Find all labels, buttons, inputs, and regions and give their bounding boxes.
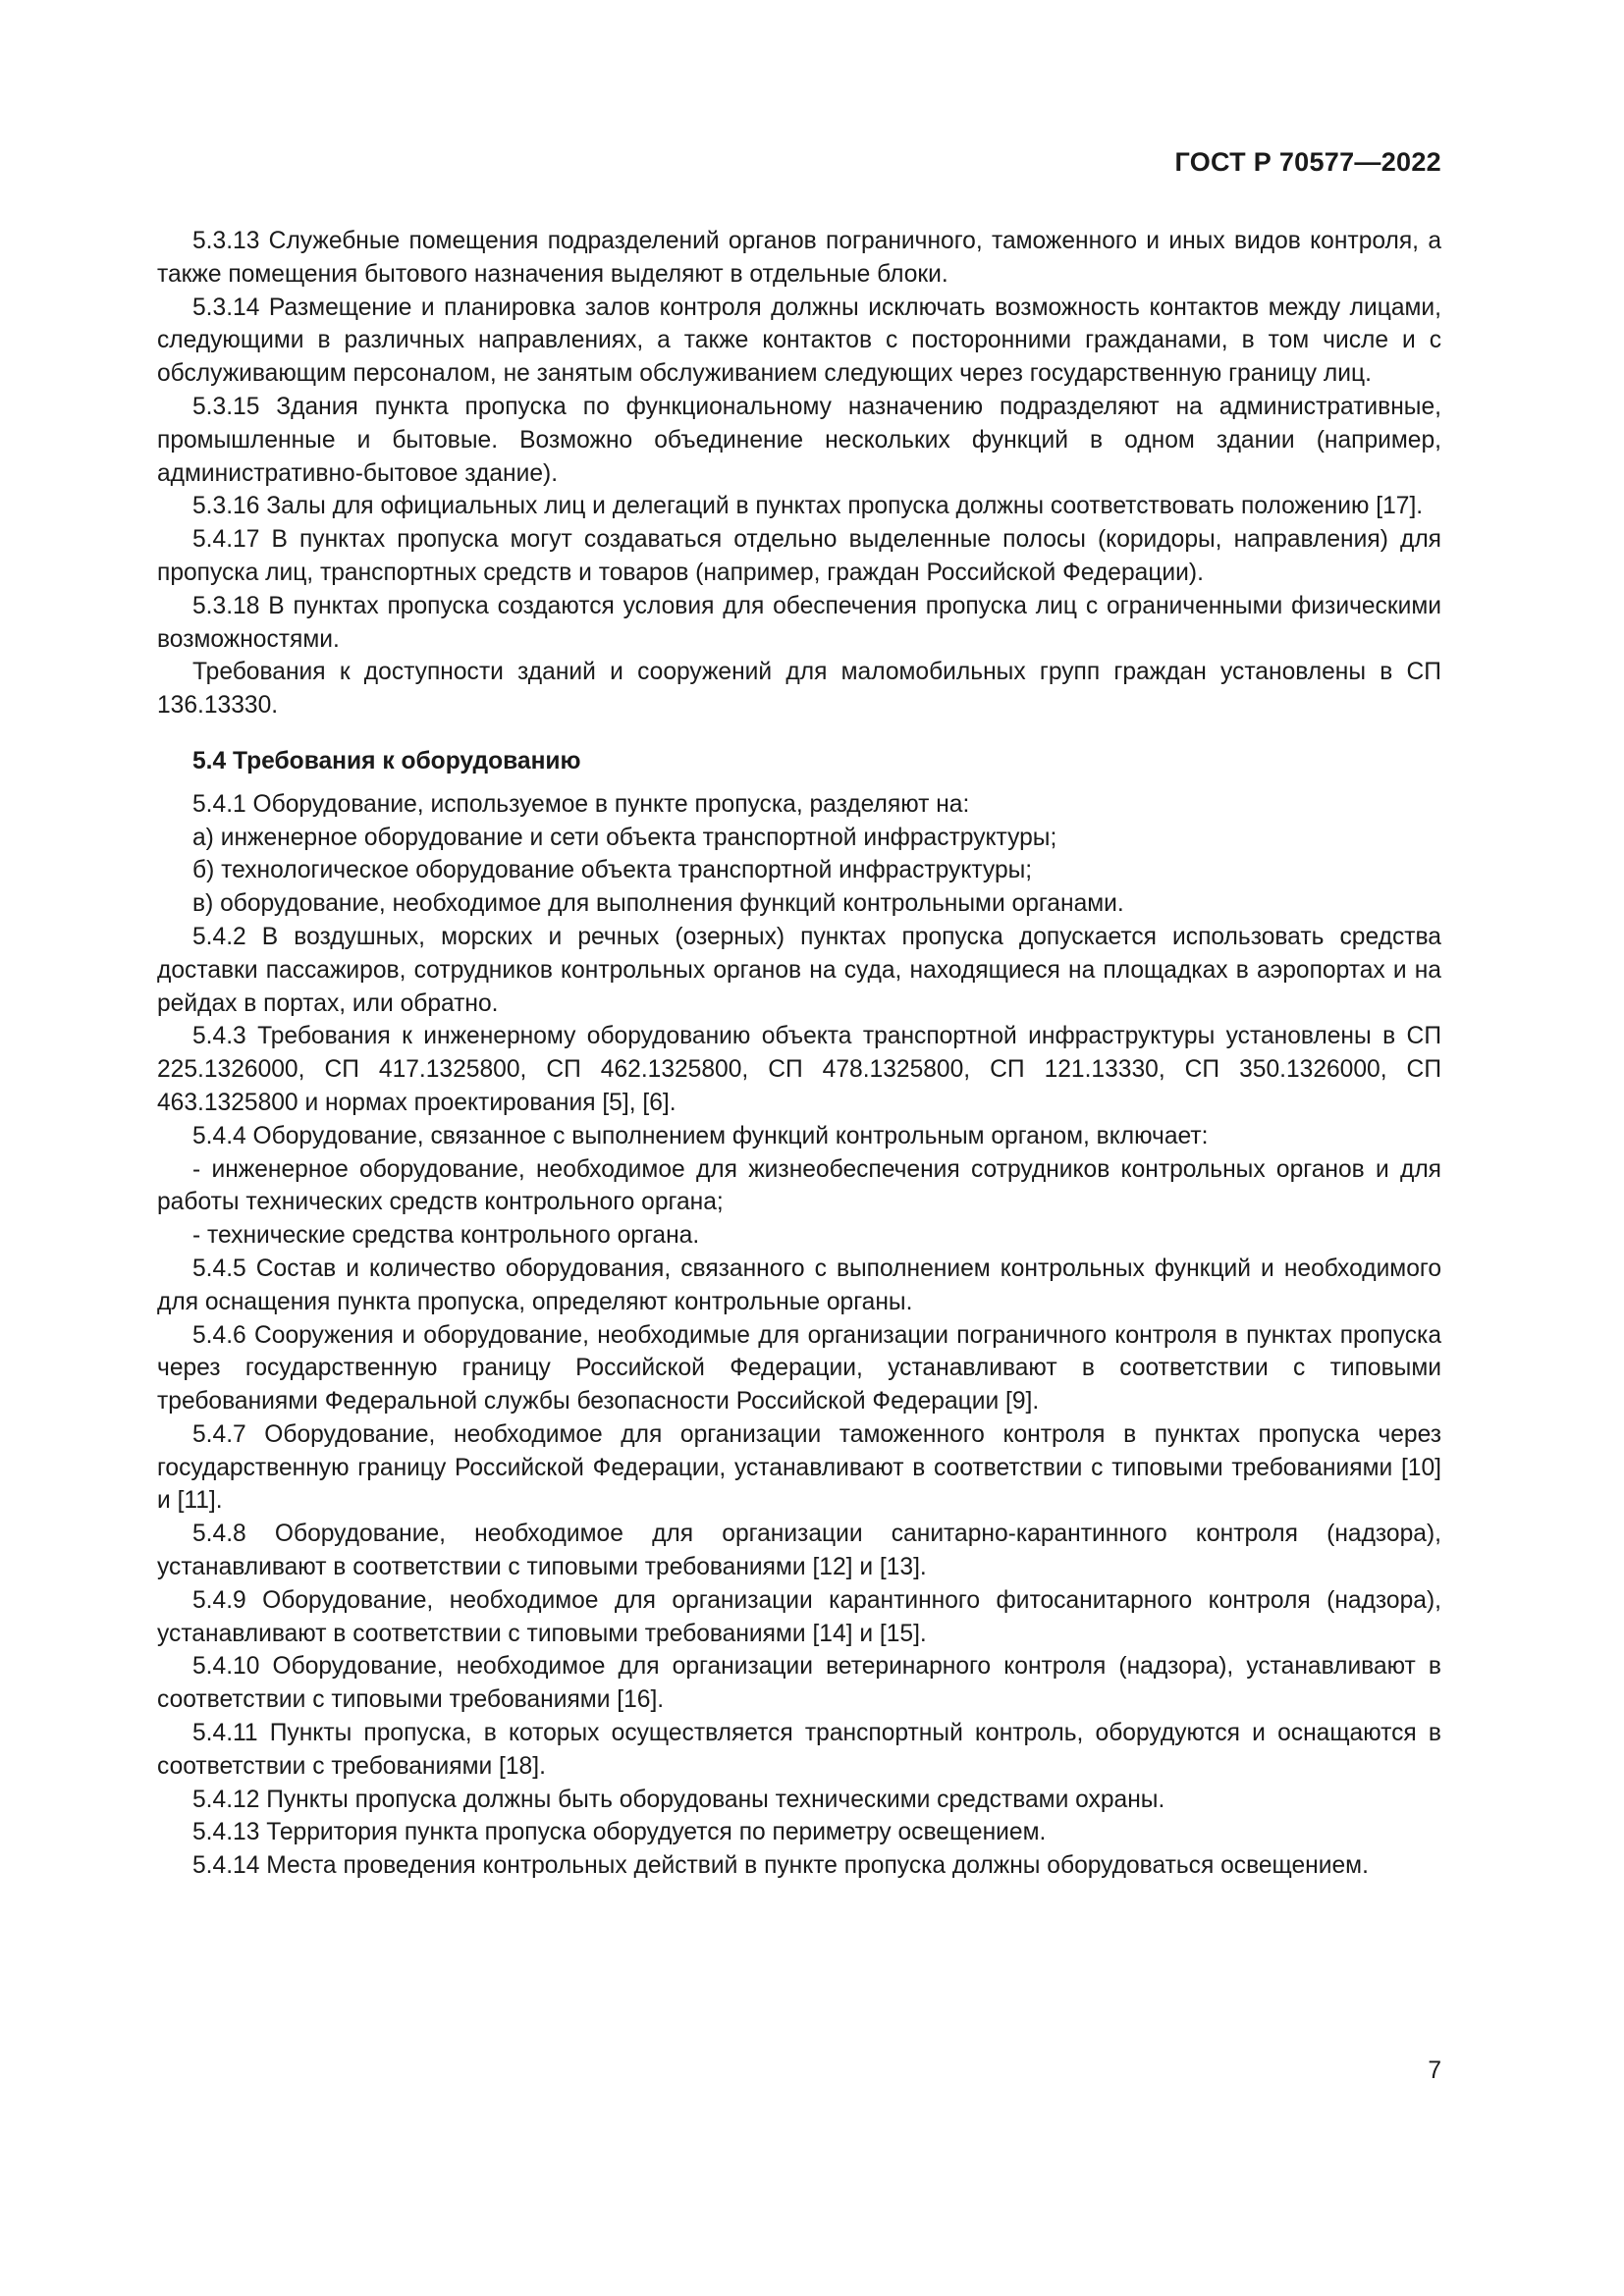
document-code: ГОСТ Р 70577—2022 [1174, 147, 1441, 177]
paragraph-5-4-14: 5.4.14 Места проведения контрольных действий в пункте пропуска должны оборудоваться освещением. [192, 1852, 1369, 1880]
paragraph-5-4-8: 5.4.8 Оборудование, необходимое для организации санитарно-карантинного контроля (надзора), устанавливают в соответствии с типовыми требованиями [12] и [13]. [157, 1521, 1441, 1581]
paragraph-5-3-14: 5.3.14 Размещение и планировка залов контроля должны исключать возможность контактов между лицами, следующими в различных направлениях, а также контактов с посторонними гражданами, в том числе и с обслуживающим персоналом, не занятым обслуживанием следующих через государственную границу лиц. [157, 294, 1441, 388]
list-item-v: в) оборудование, необходимое для выполнения функций контрольными органами. [192, 890, 1124, 918]
paragraph-5-4-9: 5.4.9 Оборудование, необходимое для организации карантинного фитосанитарного контроля (надзора), устанавливают в соответствии с типовыми требованиями [14] и [15]. [157, 1586, 1441, 1647]
document-body [157, 225, 1441, 1883]
paragraph-5-4-10: 5.4.10 Оборудование, необходимое для организации ветеринарного контроля (надзора), устанавливают в соответствии с типовыми требованиями [16]. [157, 1653, 1441, 1714]
paragraph-5-3-15: 5.3.15 Здания пункта пропуска по функциональному назначению подразделяют на административные, промышленные и бытовые. Возможно объединение нескольких функций в одном здании (например, административно-бытовое здание). [157, 393, 1441, 487]
paragraph-5-4-4: 5.4.4 Оборудование, связанное с выполнением функций контрольным органом, включает: [192, 1122, 1209, 1149]
paragraph-5-4-11: 5.4.11 Пункты пропуска, в которых осуществляется транспортный контроль, оборудуются и оснащаются в соответствии с требованиями [18]. [157, 1720, 1441, 1780]
paragraph-accessibility: Требования к доступности зданий и сооружений для маломобильных групп граждан установлены в СП 136.13330. [157, 659, 1441, 720]
paragraph-5-4-2: 5.4.2 В воздушных, морских и речных (озерных) пунктах пропуска допускается использовать средства доставки пассажиров, сотрудников контрольных органов на суда, находящиеся на площадках в аэропортах и на рейдах в портах, или обратно. [157, 923, 1441, 1017]
paragraph-5-4-13: 5.4.13 Территория пункта пропуска оборудуется по периметру освещением. [192, 1819, 1047, 1846]
list-item-b: б) технологическое оборудование объекта транспортной инфраструктуры; [192, 857, 1033, 884]
list-item-a: а) инженерное оборудование и сети объекта транспортной инфраструктуры; [192, 824, 1057, 851]
paragraph-5-4-3: 5.4.3 Требования к инженерному оборудованию объекта транспортной инфраструктуры установлены в СП 225.1326000, СП 417.1325800, СП 462.1325800, СП 478.1325800, СП 121.13330, СП 350.1326000, СП 463.1325800 и нормах проектирования [5], [6]. [157, 1023, 1441, 1116]
page-number: 7 [1428, 2057, 1441, 2084]
paragraph-5-4-7: 5.4.7 Оборудование, необходимое для организации таможенного контроля в пунктах пропуска через государственную границу Российской Федерации, устанавливают в соответствии с типовыми требованиями [10] и [11]. [157, 1420, 1441, 1515]
paragraph-5-3-18: 5.3.18 В пунктах пропуска создаются условия для обеспечения пропуска лиц с ограниченными физическими возможностями. [157, 592, 1441, 653]
paragraph-5-3-13: 5.3.13 Служебные помещения подразделений органов пограничного, таможенного и иных видов контроля, а также помещения бытового назначения выделяют в отдельные блоки. [157, 228, 1441, 288]
section-heading: 5.4 Требования к оборудованию [192, 747, 581, 774]
paragraph-5-3-16: 5.3.16 Залы для официальных лиц и делегаций в пунктах пропуска должны соответствовать положению [17]. [192, 493, 1424, 520]
paragraph-5-4-1: 5.4.1 Оборудование, используемое в пункте пропуска, разделяют на: [192, 790, 970, 818]
list-item-dash-1: - инженерное оборудование, необходимое для жизнеобеспечения сотрудников контрольных органов и для работы технических средств контрольного органа; [157, 1155, 1441, 1216]
paragraph-5-4-12: 5.4.12 Пункты пропуска должны быть оборудованы техническими средствами охраны. [192, 1786, 1165, 1813]
paragraph-5-4-5: 5.4.5 Состав и количество оборудования, связанного с выполнением контрольных функций и необходимого для оснащения пункта пропуска, определяют контрольные органы. [157, 1255, 1441, 1315]
paragraph-5-4-6: 5.4.6 Сооружения и оборудование, необходимые для организации пограничного контроля в пунктах пропуска через государственную границу Российской Федерации, устанавливают в соответствии с типовыми требованиями Федеральной службы безопасности Российской Федерации [9]. [157, 1321, 1441, 1415]
list-item-dash-2: - технические средства контрольного органа. [192, 1222, 700, 1250]
paragraph-5-4-17: 5.4.17 В пунктах пропуска могут создаваться отдельно выделенные полосы (коридоры, направления) для пропуска лиц, транспортных средств и товаров (например, граждан Российской Федерации). [157, 526, 1441, 586]
